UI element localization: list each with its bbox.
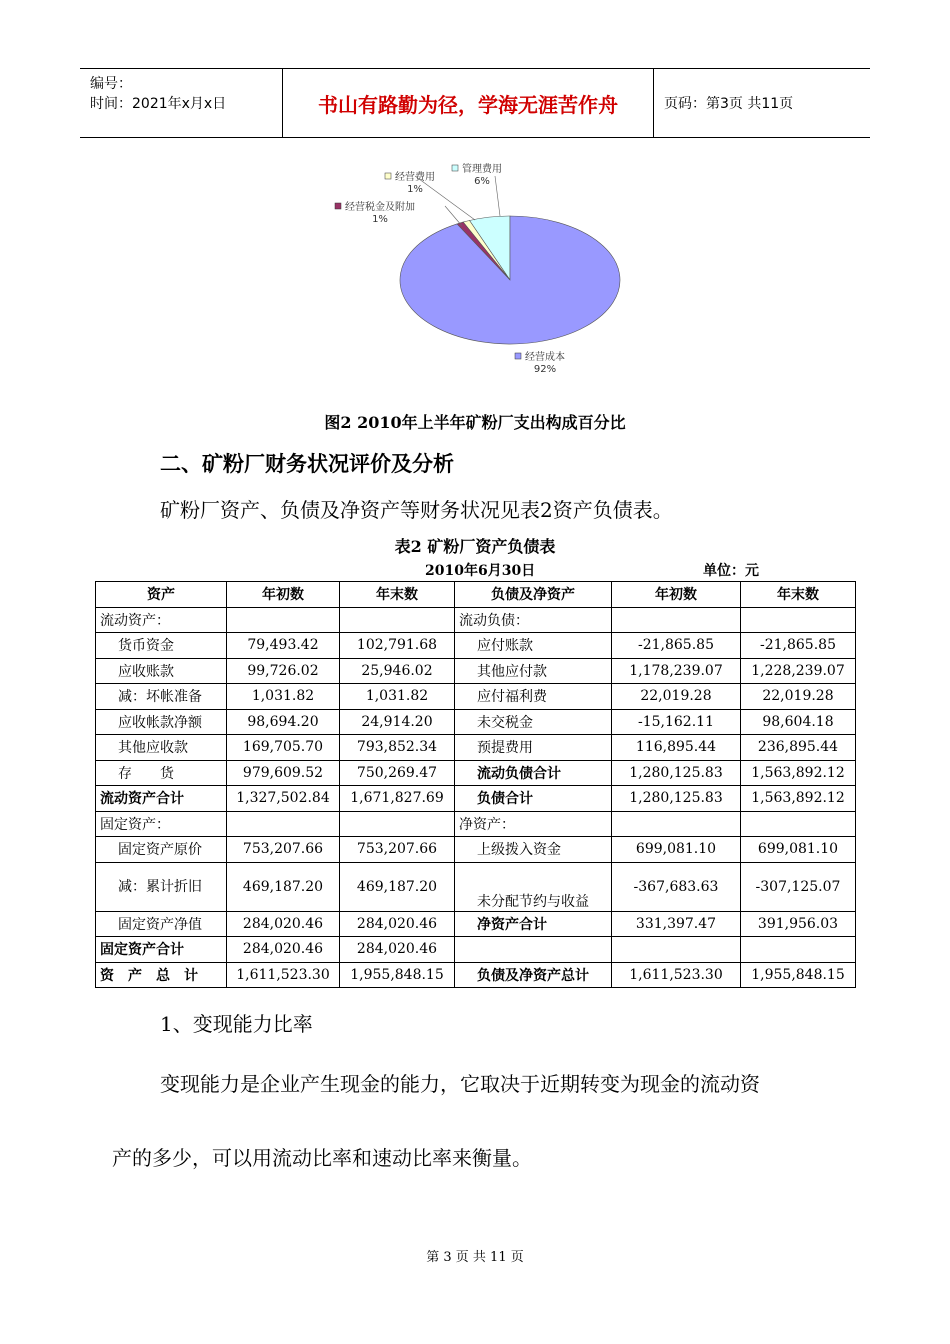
table-cell: 净资产合计 [455, 911, 612, 937]
table-cell: 货币资金 [96, 633, 227, 659]
table-cell: 699,081.10 [741, 837, 856, 863]
table-cell: 753,207.66 [227, 837, 340, 863]
table-cell: -307,125.07 [741, 862, 856, 911]
table-cell: 169,705.70 [227, 735, 340, 761]
body-paragraph-line1: 变现能力是企业产生现金的能力，它取决于近期转变为现金的流动资 [160, 1072, 760, 1096]
table-cell: 上级拨入资金 [455, 837, 612, 863]
table-cell: -21,865.85 [741, 633, 856, 659]
table-cell [340, 607, 455, 633]
header-motto: 书山有路勤为径，学海无涯苦作舟 [283, 69, 654, 137]
table-cell: 284,020.46 [340, 937, 455, 963]
table-cell: 331,397.47 [612, 911, 741, 937]
subsection-heading: 1、变现能力比率 [160, 1012, 313, 1036]
table-cell: 负债及净资产总计 [455, 962, 612, 988]
section-heading: 二、矿粉厂财务状况评价及分析 [160, 452, 454, 476]
table-cell [227, 811, 340, 837]
table-cell: 应付福利费 [455, 684, 612, 710]
table-cell: 流动负债合计 [455, 760, 612, 786]
pie-slice-percent: 1% [372, 214, 388, 225]
table-cell: 固定资产： [96, 811, 227, 837]
table-cell [612, 811, 741, 837]
table-cell: 284,020.46 [340, 911, 455, 937]
table-cell [612, 937, 741, 963]
table-cell: 22,019.28 [612, 684, 741, 710]
table-cell: 流动资产： [96, 607, 227, 633]
pie-legend-swatch [335, 203, 341, 209]
table-cell: 固定资产净值 [96, 911, 227, 937]
table-cell: 其他应收款 [96, 735, 227, 761]
table-cell: 79,493.42 [227, 633, 340, 659]
table-cell: 24,914.20 [340, 709, 455, 735]
table-cell: 979,609.52 [227, 760, 340, 786]
table-cell: 793,852.34 [340, 735, 455, 761]
table-cell [455, 937, 612, 963]
table-header-cell: 年初数 [227, 582, 340, 608]
pie-slice-label: 经营税金及附加 [345, 202, 415, 213]
table-row [96, 786, 856, 812]
table-cell: 减：坏帐准备 [96, 684, 227, 710]
table-cell [340, 811, 455, 837]
table-cell: 负债合计 [455, 786, 612, 812]
table-unit: 单位：元 [703, 563, 759, 579]
table-cell [741, 811, 856, 837]
table-cell [741, 607, 856, 633]
table-cell: 应付账款 [455, 633, 612, 659]
table-cell: 净资产： [455, 811, 612, 837]
table-cell: 753,207.66 [340, 837, 455, 863]
table-row [96, 658, 856, 684]
table-row [96, 735, 856, 761]
table-cell: 284,020.46 [227, 937, 340, 963]
table-row [96, 862, 856, 911]
table-cell: 98,694.20 [227, 709, 340, 735]
table-cell: 应收帐款净额 [96, 709, 227, 735]
table-cell: 284,020.46 [227, 911, 340, 937]
table-cell: 1,228,239.07 [741, 658, 856, 684]
table-cell: 1,611,523.30 [612, 962, 741, 988]
table-cell: 98,604.18 [741, 709, 856, 735]
pie-legend-swatch [452, 165, 458, 171]
table-cell: 1,327,502.84 [227, 786, 340, 812]
pie-slice-label: 管理费用 [462, 164, 502, 175]
table-cell: 流动资产合计 [96, 786, 227, 812]
table-cell: 1,671,827.69 [340, 786, 455, 812]
table-cell: 固定资产原价 [96, 837, 227, 863]
table-row [96, 633, 856, 659]
pie-slice-percent: 6% [474, 176, 490, 187]
table-cell: 减：累计折旧 [96, 862, 227, 911]
table-row [96, 811, 856, 837]
table-row [96, 684, 856, 710]
table-cell: 1,280,125.83 [612, 760, 741, 786]
date-label: 时间：2021年x月x日 [90, 96, 227, 112]
table-cell: 固定资产合计 [96, 937, 227, 963]
table-cell: 236,895.44 [741, 735, 856, 761]
table-row [96, 911, 856, 937]
table-cell: 1,563,892.12 [741, 786, 856, 812]
expense-pie-chart [300, 160, 660, 380]
table-cell [227, 607, 340, 633]
table-cell [612, 607, 741, 633]
balance-sheet-table [95, 581, 856, 988]
pie-slice-label: 经营成本 [525, 352, 565, 363]
header-meta [80, 69, 283, 137]
table-row [96, 760, 856, 786]
table-cell: 391,956.03 [741, 911, 856, 937]
table-row [96, 937, 856, 963]
table-title: 表2 矿粉厂资产负债表 [394, 537, 556, 556]
table-row [96, 709, 856, 735]
table-cell: 469,187.20 [340, 862, 455, 911]
table-cell: 存 货 [96, 760, 227, 786]
table-cell: -21,865.85 [612, 633, 741, 659]
body-paragraph-line2: 产的多少，可以用流动比率和速动比率来衡量。 [112, 1146, 532, 1170]
number-label: 编号： [90, 76, 132, 92]
pie-leader-line [445, 206, 462, 226]
page-header [80, 68, 870, 138]
header-page-label: 页码：第3页 共11页 [664, 96, 794, 112]
table-cell: 699,081.10 [612, 837, 741, 863]
table-row [96, 837, 856, 863]
table-cell: 99,726.02 [227, 658, 340, 684]
pie-slice-label: 经营费用 [395, 172, 435, 183]
table-cell: 1,611,523.30 [227, 962, 340, 988]
table-cell: 116,895.44 [612, 735, 741, 761]
table-cell: -367,683.63 [612, 862, 741, 911]
table-cell: 应收账款 [96, 658, 227, 684]
figure-caption: 图2 2010年上半年矿粉厂支出构成百分比 [324, 413, 626, 432]
table-cell: 750,269.47 [340, 760, 455, 786]
table-cell: -15,162.11 [612, 709, 741, 735]
table-cell: 未交税金 [455, 709, 612, 735]
table-cell: 资 产 总 计 [96, 962, 227, 988]
table-header-cell: 年末数 [340, 582, 455, 608]
table-cell: 1,955,848.15 [340, 962, 455, 988]
pie-slice [400, 216, 620, 344]
pie-leader-line [415, 176, 475, 220]
table-cell: 25,946.02 [340, 658, 455, 684]
table-header-row [96, 582, 856, 608]
table-header-cell: 资产 [96, 582, 227, 608]
pie-slice-percent: 1% [407, 184, 423, 195]
table-row [96, 962, 856, 988]
table-cell [741, 937, 856, 963]
table-date: 2010年6月30日 [425, 563, 536, 579]
table-cell: 1,031.82 [227, 684, 340, 710]
intro-paragraph: 矿粉厂资产、负债及净资产等财务状况见表2资产负债表。 [160, 498, 673, 522]
table-cell: 1,280,125.83 [612, 786, 741, 812]
table-cell: 102,791.68 [340, 633, 455, 659]
table-header-cell: 年初数 [612, 582, 741, 608]
table-header-cell: 负债及净资产 [455, 582, 612, 608]
pie-slice-percent: 92% [533, 364, 557, 375]
table-cell: 22,019.28 [741, 684, 856, 710]
table-cell: 未分配节约与收益 [455, 862, 612, 911]
table-cell: 1,178,239.07 [612, 658, 741, 684]
pie-legend-swatch [385, 173, 391, 179]
pie-leader-line [495, 176, 500, 216]
table-cell: 流动负债： [455, 607, 612, 633]
table-header-cell: 年末数 [741, 582, 856, 608]
pie-legend-swatch [515, 353, 521, 359]
table-cell: 1,955,848.15 [741, 962, 856, 988]
table-cell: 469,187.20 [227, 862, 340, 911]
table-cell: 1,563,892.12 [741, 760, 856, 786]
table-cell: 预提费用 [455, 735, 612, 761]
page-footer: 第 3 页 共 11 页 [426, 1250, 524, 1265]
table-cell: 1,031.82 [340, 684, 455, 710]
table-row [96, 607, 856, 633]
table-cell: 其他应付款 [455, 658, 612, 684]
